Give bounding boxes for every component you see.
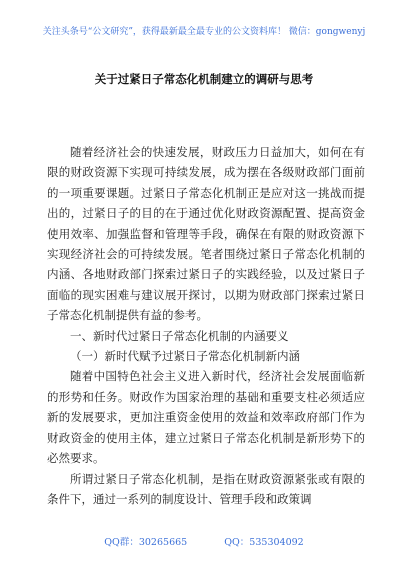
section-heading: 一、新时代过紧日子常态化机制的内涵要义 xyxy=(70,328,289,343)
subsection-heading: （一）新时代赋予过紧日子常态化机制新内涵 xyxy=(70,349,300,364)
document-body xyxy=(47,142,365,509)
intro-paragraph: 随着经济社会的快速发展，财政压力日益加大，如何在有限的财政资源下实现可持续发展，成为摆在各级财政部门面前的一项重要课题。过紧日子常态化机制正是应对这一挑战而提出的，过紧日子的目的在于通过优化财政资源配置、提高资金使用效率、加强监督和管理等手段，确保在有限的财政资源下实现经济社会的可持续发展。笔者围绕过紧日子常态化机制的内涵、各地财政部门探索过紧日子的实践经验，以及过紧日子面临的现实困难与建议展开探讨，以期为财政部门探索过紧日子常态化机制提供有益的参考。 xyxy=(47,145,365,323)
qq-number: QQ：535304092 xyxy=(224,537,304,548)
body-paragraph: 随着中国特色社会主义进入新时代，经济社会发展面临新的形势和任务。财政作为国家治理的基础和重要支柱必须适应新的发展要求，更加注重资金使用的效益和效率政府部门作为财政资金的使用主体，建立过紧日子常态化机制是新形势下的必然要求。 xyxy=(47,369,365,466)
body-paragraph: 所谓过紧日子常态化机制，是指在财政资源紧张或有限的条件下，通过一系列的制度设计、管理手段和政策调 xyxy=(47,471,365,506)
header-banner: 关注头条号“公文研究”，获得最新最全最专业的公文资料库！ 微信：gongwenyj xyxy=(42,27,366,37)
qq-group: QQ群：30265665 xyxy=(104,537,188,548)
document-title: 关于过紧日子常态化机制建立的调研与思考 xyxy=(94,72,314,86)
footer-contact xyxy=(0,534,408,548)
